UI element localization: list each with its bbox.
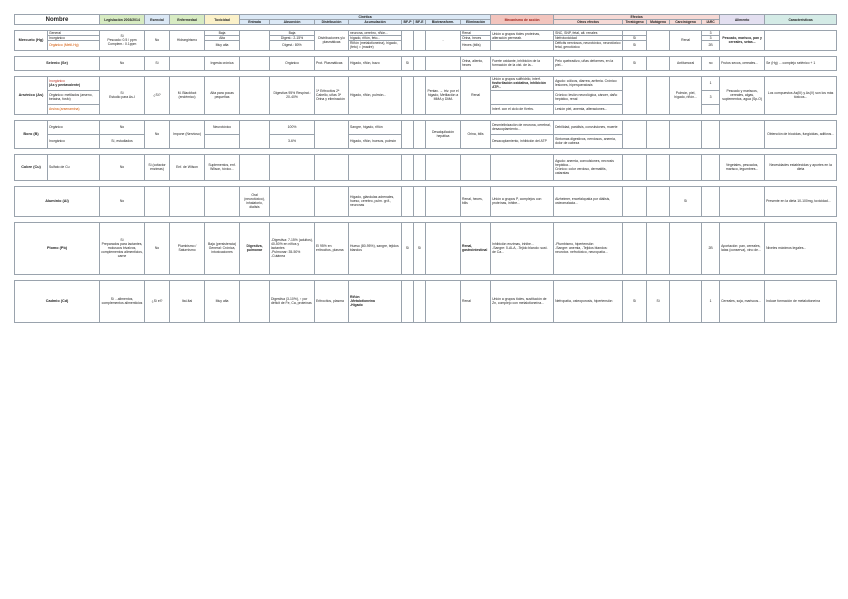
cell-alimento: Pescado, marisco, pan y cereales, setas...	[720, 31, 765, 50]
cell-iarc: 3	[702, 31, 720, 36]
header-bfe: BF-E	[414, 20, 426, 25]
cell-caracteristicas: Presente en la dieta 10-100mg, toxicidad...	[765, 186, 837, 216]
dist-line: Distribuciones y/o	[318, 36, 345, 41]
subtype: Orgánico (Metil-Hg)	[48, 41, 100, 50]
cell-distribucion: 1ª Eritrocitos 2ª Cabello, uñas 3ª Orina y eliminación	[315, 76, 349, 114]
cell-bfp	[402, 31, 414, 50]
subtype: Orgánico: metilados (arseno, betaína, fosfo)	[48, 90, 100, 104]
cell-absorcion: Digest.: 80%	[270, 41, 315, 50]
cell-iarc: 1	[702, 280, 720, 322]
subtype-label: Inorgánico	[49, 78, 65, 83]
element-name: Arsénico (As)	[15, 76, 48, 114]
cell-bfp	[402, 280, 414, 322]
cell-alimento	[720, 120, 765, 148]
cell-carcinogeno: Sí	[670, 186, 702, 216]
cell-otros-efectos: Pelo quebradizo, uñas deformes, en la piel...	[554, 56, 623, 70]
subtype: Arsina (arsenamina)	[48, 104, 100, 114]
cell-acumulacion: Hígado, riñón, pulmón...	[349, 76, 402, 114]
header-entrada: Entrada	[240, 20, 270, 25]
cell-toxicidad: Baja	[205, 31, 240, 36]
cell-absorcion: -Digestiva: 7-15% (adultos), 40-50% en niños y lactantes -Pulmonar: 35-50% -Cutánea	[270, 222, 315, 274]
header-eliminacion: Eliminación	[461, 20, 491, 25]
header-mecanismo: Mecanismo de acción	[491, 15, 554, 25]
cell-absorcion: Digestiva 95% Respirat.: 20-40%	[270, 76, 315, 114]
header-bfp: BF-P	[402, 20, 414, 25]
cell-teratogeno	[623, 120, 647, 148]
header-enfermedad: Enfermedad	[170, 15, 205, 25]
subtype: General	[48, 31, 100, 36]
header-biotransform: Biotransform.	[426, 20, 461, 25]
element-name: Mercurio (Hg)	[15, 31, 48, 50]
header-distribucion: Distribución	[315, 20, 349, 25]
cell-bfp	[402, 186, 414, 216]
cell-acumulacion: Hígado, riñón, huesos, pulmón	[349, 134, 402, 148]
cell-bfe	[414, 280, 426, 322]
row-plomo	[15, 222, 837, 274]
cell-mecanismo: Unión a grupos P, complejos con proteínas, inhibe...	[491, 186, 554, 216]
cell-legislacion: No	[100, 56, 145, 70]
cell-alimento: Aportación: pan, cereales, latas (conserva), vino de...	[720, 222, 765, 274]
element-name: Boro (B)	[15, 120, 48, 148]
cell-acumulacion: Riñón (metalotioneína), hígado, (feto) = (madre)	[349, 41, 402, 50]
subtype: Sulfato de Cu	[48, 154, 100, 180]
cell-absorcion	[270, 186, 315, 216]
cell-iarc: 2B	[702, 41, 720, 50]
element-name: Selenio (Se)	[15, 56, 100, 70]
cell-eliminacion: Orina, bilis	[461, 120, 491, 148]
cell-caracteristicas: Necesidades establecidas y aportes en la dieta	[765, 154, 837, 180]
cell-mecanismo: Unión a grupos tioles, sustitución de Zn, complejo con metalotioneína...	[491, 280, 554, 322]
header-caracteristicas: Características	[765, 15, 837, 25]
header-cinetica: Cinética	[240, 15, 491, 20]
cell-enfermedad: Plumbismo / Saturnismo	[170, 222, 205, 274]
cell-esencial: ¿Sí el?	[145, 280, 170, 322]
cell-legislacion: Si Pescado: 0.5 / ppm Complem.: 0.1ppm	[100, 31, 145, 50]
cell-mecanismo	[491, 154, 554, 180]
cell-caracteristicas: Induce formación de metalotioneína	[765, 280, 837, 322]
cell-legislacion: Sí, estudiados	[100, 134, 145, 148]
cell-biotransform	[426, 222, 461, 274]
cell-mutageno	[647, 31, 670, 50]
cell-distribucion: El 95% en eritrocitos, plasma	[315, 222, 349, 274]
cell-entrada	[240, 154, 270, 180]
cell-otros-efectos: Agudo: cólicos, diarrea, arritmia. Crónico: lesiones, hiperqueratosis	[554, 76, 623, 90]
header-legislacion: Legislación 2003/2014	[100, 15, 145, 25]
cell-teratogeno: Sí	[623, 280, 647, 322]
cell-legislacion: No	[100, 154, 145, 180]
cell-otros-efectos: Debilidad, parálisis, convulsiones, muerte	[554, 120, 623, 134]
mec-line: Unión a grupos tioles proteínas,	[492, 31, 540, 36]
cell-distribucion	[315, 120, 349, 148]
cell-eliminacion: Renal, heces, bilis	[461, 186, 491, 216]
cell-carcinogeno: Antitumoral	[670, 56, 702, 70]
cell-alimento: Frutos secos, cereales...	[720, 56, 765, 70]
cell-acumulacion: Hígado, riñón, bazo	[349, 56, 402, 70]
header-teratogeno: Teratógeno	[623, 20, 647, 25]
cell-acumulacion: neurona, cerebro, riñón...	[349, 31, 402, 36]
cell-mutageno	[647, 186, 670, 216]
cell-acumulacion: Hígado, glándulas adrenales, hueso, cerebro, pulm. gr.fi., neuronas	[349, 186, 402, 216]
effect-line: Agudo: anemia, convulsiones, necrosis hepática...	[555, 158, 614, 167]
cell-eliminacion: Heces (bilis)	[461, 41, 491, 50]
header-carcinogeno: Carcinógeno	[670, 20, 702, 25]
header-acumulacion: Acumulación	[349, 20, 402, 25]
cell-entrada	[240, 56, 270, 70]
cell-toxicidad: Ingesta crónica	[205, 56, 240, 70]
cell-absorcion: Digest.: 2-15%	[270, 36, 315, 41]
cell-biotransform	[426, 56, 461, 70]
cell-entrada	[240, 120, 270, 148]
cell-absorcion: Baja	[270, 31, 315, 36]
cell-otros-efectos: Nefrotoxicidad	[554, 36, 623, 41]
cell-eliminacion	[461, 154, 491, 180]
cell-distribucion	[315, 154, 349, 180]
cell-otros-efectos: Crónico: lesión neurológica, cáncer, daño hepático, renal	[554, 90, 623, 104]
cell-mutageno: Sí	[647, 280, 670, 322]
cell-iarc: no	[702, 56, 720, 70]
cell-biotransform	[426, 186, 461, 216]
cell-legislacion: No	[100, 120, 145, 134]
cell-esencial: No	[145, 120, 170, 148]
cell-mecanismo	[491, 90, 554, 104]
cell-toxicidad	[205, 134, 240, 148]
header-nombre: Nombre	[15, 15, 100, 25]
mec-line: Unión a grupos sulfhidrilo, interf.	[492, 76, 541, 81]
cell-entrada	[240, 76, 270, 114]
header-toxicidad: Toxicidad	[205, 15, 240, 25]
element-name: Cobre (Cu)	[15, 154, 48, 180]
cell-absorcion: 3-6%	[270, 134, 315, 148]
cell-toxicidad: Alta	[205, 36, 240, 41]
header-alimento: Alimento	[720, 15, 765, 25]
cell-teratogeno	[623, 76, 647, 114]
cell-legislacion: Sí ...alimentos, complementos alimenticios	[100, 280, 145, 322]
cell-eliminacion: Renal	[461, 76, 491, 114]
cell-mutageno	[647, 120, 670, 148]
cell-alimento: Cereales, soja, mariscos...	[720, 280, 765, 322]
cell-esencial: No	[145, 222, 170, 274]
cell-caracteristicas: Se (Hg) ... complejo selénico + 1	[765, 56, 837, 70]
effect-line: Crónico: color verdoso, dermatitis, cataratas	[555, 167, 607, 176]
cell-absorcion: Orgánico	[270, 56, 315, 70]
cell-bfe	[414, 120, 426, 148]
cell-mutageno	[647, 222, 670, 274]
mec-line: alteración permeab.	[492, 35, 523, 40]
cell-iarc	[702, 104, 720, 114]
cell-mecanismo: Fuerte oxidante, inhibición de la formación de la cist. de la...	[491, 56, 554, 70]
cell-teratogeno: Sí	[623, 56, 647, 70]
row-boro-1	[15, 120, 837, 134]
cell-biotransform: Desalquilación hepática	[426, 120, 461, 148]
cell-acumulacion: hígado, riñón, feto...	[349, 36, 402, 41]
cell-alimento: Vegetales, pescados, marisco, legumbres...	[720, 154, 765, 180]
cell-enfermedad: Itai-Itai	[170, 280, 205, 322]
cell-eliminacion: Renal	[461, 31, 491, 36]
cell-enfermedad	[170, 56, 205, 70]
header-absorcion: Absorción	[270, 20, 315, 25]
subtype: Inorgánico	[48, 36, 100, 41]
cell-teratogeno	[623, 154, 647, 180]
cell-mecanismo	[491, 76, 554, 90]
cell-mecanismo	[491, 31, 554, 41]
cell-entrada: Digestiva, pulmonar	[240, 222, 270, 274]
cell-carcinogeno: Renal	[670, 31, 702, 50]
cell-bfp	[402, 154, 414, 180]
cell-iarc: 2B	[702, 222, 720, 274]
cell-distribucion: Eritrocitos, plasma	[315, 280, 349, 322]
cell-acumulacion	[349, 154, 402, 180]
row-cadmio	[15, 280, 837, 322]
cell-absorcion: Digestiva (3-10%), ↑ por déficit de Fe, Ca, proteínas	[270, 280, 315, 322]
cell-toxicidad: Suplementos, enf. Wilson, tóxico...	[205, 154, 240, 180]
row-cobre	[15, 154, 837, 180]
cell-mecanismo: Interf. con el ciclo de Krebs.	[491, 104, 554, 114]
element-name: Plomo (Pb)	[15, 222, 100, 274]
cell-toxicidad: Muy alta	[205, 280, 240, 322]
cell-carcinogeno	[670, 280, 702, 322]
header-iarc: IARC	[702, 20, 720, 25]
subtype	[48, 76, 100, 90]
cell-enfermedad: M. Blackfoot (endémico)	[170, 76, 205, 114]
cell-absorcion	[270, 154, 315, 180]
cell-enfermedad: Impone (Nervioso)	[170, 120, 205, 148]
cell-eliminacion: Renal	[461, 280, 491, 322]
cell-absorcion: 100%	[270, 120, 315, 134]
cell-bfe	[414, 186, 426, 216]
cell-legislacion: Sí Estudio para As-I	[100, 76, 145, 114]
cell-distribucion	[315, 186, 349, 216]
cell-esencial	[145, 186, 170, 216]
row-selenio	[15, 56, 837, 70]
cell-esencial: Sí (cofactor enzimas)	[145, 154, 170, 180]
cell-carcinogeno: Pulmón, piel, hígado, riñón...	[670, 76, 702, 114]
cell-otros-efectos: Nefropatía, osteoporosis, hipertensión	[554, 280, 623, 322]
cell-bfp	[402, 76, 414, 114]
cell-carcinogeno	[670, 120, 702, 148]
cell-entrada	[240, 31, 270, 50]
cell-acumulacion: Sangre, hígado, riñón	[349, 120, 402, 134]
cell-alimento	[720, 186, 765, 216]
toxicity-table	[14, 14, 837, 323]
cell-legislacion: No	[100, 186, 145, 216]
cell-entrada	[240, 280, 270, 322]
cell-mutageno	[647, 56, 670, 70]
cell-alimento: Pescado y mariscos, cereales, algas, suplementos, agua (Sp-O)	[720, 76, 765, 114]
row-aluminio	[15, 186, 837, 216]
cell-teratogeno	[623, 222, 647, 274]
cell-toxicidad: Alta para pocas pequeñas	[205, 76, 240, 114]
cell-acumulacion: Hueso (80-95%), sangre, tejidos blandos	[349, 222, 402, 274]
cell-caracteristicas: Obtención de biocidas, fungicidas, aditivos...	[765, 120, 837, 148]
cell-otros-efectos: Síntomas digestivos, nerviosos, anemia, dolor de cabeza	[554, 134, 623, 148]
cell-caracteristicas: Niveles máximos legales...	[765, 222, 837, 274]
header-esencial: Esencial	[145, 15, 170, 25]
cell-esencial: No	[145, 31, 170, 50]
mec-line: fosforilación oxidativa, inhibición ATP...	[492, 81, 546, 90]
cell-mecanismo: Desacoplamiento, inhibición del ATP	[491, 134, 554, 148]
cell-legislacion: Sí Preparados para lactantes, moluscos bivalvos, complementos alimenticios, carne	[100, 222, 145, 274]
cell-otros-efectos: -Plumbismo, hipertensión -Sangre: anemia, -Tejidos blandos: neurotox. nefrotóxico, neuropatía...	[554, 222, 623, 274]
header-efectos: Efectos	[554, 15, 720, 20]
cell-bfp	[402, 120, 414, 148]
cell-otros-efectos: Déficits nerviosos, neurotóxico, neurotóxico fetal, genotóxico	[554, 41, 623, 50]
header-otros-efectos: Otros efectos	[554, 20, 623, 25]
cell-iarc	[702, 186, 720, 216]
cell-bfp: Sí	[402, 222, 414, 274]
cell-mutageno	[647, 76, 670, 114]
cell-iarc	[702, 154, 720, 180]
cell-carcinogeno	[670, 222, 702, 274]
cell-bfe	[414, 56, 426, 70]
element-toxicity-sheet	[14, 14, 836, 323]
subtype: Orgánico	[48, 120, 100, 134]
cell-teratogeno	[623, 186, 647, 216]
dist-line: plasmáticas	[322, 40, 341, 45]
cell-caracteristicas: Los compuestos As(III) y As(V) son los más tóxicos...	[765, 76, 837, 114]
cell-bfe: Sí	[414, 222, 426, 274]
cell-mecanismo: Desmielinización de neurona, cerebral, desacoplamiento...	[491, 120, 554, 134]
subtype-detail: (As y pentavalente)	[49, 83, 81, 88]
cell-toxicidad	[205, 186, 240, 216]
cell-enfermedad: Hidrargirismo	[170, 31, 205, 50]
cell-teratogeno: Sí	[623, 36, 647, 41]
cell-mecanismo	[491, 41, 554, 50]
cell-entrada: Oral (neurotóxico), inhalatorio, dialisis	[240, 186, 270, 216]
cell-otros-efectos	[554, 154, 623, 180]
cell-teratogeno: Sí	[623, 41, 647, 50]
cell-otros-efectos: Lesión piel, anemia, alteraciones...	[554, 104, 623, 114]
element-name: Aluminio (Al)	[15, 186, 100, 216]
cell-carcinogeno	[670, 154, 702, 180]
cell-eliminacion: Orina, aliento, heces	[461, 56, 491, 70]
cell-enfermedad	[170, 186, 205, 216]
cell-otros-efectos: Alzheimer, encefalopatía por diálisis, osteomalacia...	[554, 186, 623, 216]
header-mutageno: Mutágeno	[647, 20, 670, 25]
cell-biotransform	[426, 154, 461, 180]
cell-bfe	[414, 154, 426, 180]
subtype: Inorgánico	[48, 134, 100, 148]
cell-distribucion	[315, 31, 349, 50]
cell-bfe	[414, 31, 426, 50]
cell-eliminacion: Renal, gastrointestinal	[461, 222, 491, 274]
cell-biotransform: Pentav. → triv. por el hígado, Metilación a MMA y DMA	[426, 76, 461, 114]
cell-mecanismo: Inhibición enzimas, inhibe... -Sangre: δ-ALA, -Tejido blando: sust. de Ca...	[491, 222, 554, 274]
row-arsenico-1	[15, 76, 837, 90]
cell-iarc	[702, 120, 720, 148]
cell-biotransform: -	[426, 31, 461, 50]
cell-enfermedad: Enf. de Wilson	[170, 154, 205, 180]
cell-iarc: 3	[702, 36, 720, 41]
cell-bfp: Sí	[402, 56, 414, 70]
cell-distribucion: Prot. Plasmáticas	[315, 56, 349, 70]
cell-iarc: 1	[702, 76, 720, 90]
cell-bfe	[414, 76, 426, 114]
cell-otros-efectos: SNC, SNP, fetal, alt. renales	[554, 31, 623, 36]
cell-toxicidad: Neurotóxico	[205, 120, 240, 134]
cell-toxicidad: Muy alta	[205, 41, 240, 50]
cell-esencial: Sí	[145, 56, 170, 70]
cell-toxicidad: Baja (persistencia) General: Crónica, intoxicaciones	[205, 222, 240, 274]
cell-biotransform	[426, 280, 461, 322]
cell-mutageno	[647, 154, 670, 180]
cell-esencial: ¿Sí?	[145, 76, 170, 114]
element-name: Cadmio (Cd)	[15, 280, 100, 322]
cell-iarc: 3	[702, 90, 720, 104]
cell-acumulacion: Riñón -Metalotioneína -Hígado	[349, 280, 402, 322]
cell-eliminacion: Orina, heces	[461, 36, 491, 41]
cell-caracteristicas	[765, 31, 837, 50]
